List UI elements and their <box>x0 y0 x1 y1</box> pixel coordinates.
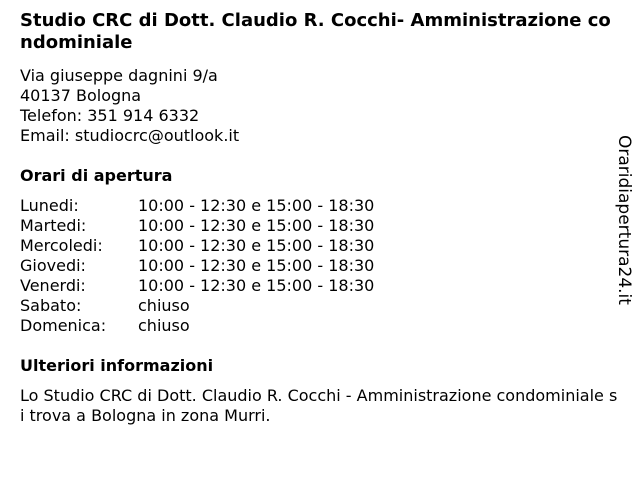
hours-row <box>20 316 374 336</box>
hours-time: chiuso <box>138 316 190 335</box>
address-email: Email: studiocrc@outlook.it <box>20 126 240 145</box>
hours-day: Lunedi: <box>20 196 79 215</box>
hours-day: Mercoledi: <box>20 236 103 255</box>
hours-day: Sabato: <box>20 296 82 315</box>
hours-day: Martedi: <box>20 216 87 235</box>
hours-row <box>20 296 374 316</box>
hours-day: Giovedi: <box>20 256 86 275</box>
hours-time: chiuso <box>138 296 190 315</box>
site-watermark: Oraridiapertura24.it <box>614 135 634 305</box>
hours-time: 10:00 - 12:30 e 15:00 - 18:30 <box>138 256 375 275</box>
hours-table <box>20 196 374 336</box>
address-city: 40137 Bologna <box>20 86 142 105</box>
hours-row <box>20 236 374 256</box>
hours-row <box>20 216 374 236</box>
hours-time: 10:00 - 12:30 e 15:00 - 18:30 <box>138 196 375 215</box>
hours-row <box>20 256 374 276</box>
hours-heading: Orari di apertura <box>20 166 173 185</box>
info-text: Lo Studio CRC di Dott. Claudio R. Cocchi - Amministrazione condominiale si trova a Bologna in zona Murri. <box>20 386 618 425</box>
address-block <box>20 66 620 146</box>
hours-time: 10:00 - 12:30 e 15:00 - 18:30 <box>138 216 375 235</box>
business-card <box>20 0 620 426</box>
info-heading: Ulteriori informazioni <box>20 356 214 375</box>
address-street: Via giuseppe dagnini 9/a <box>20 66 218 85</box>
hours-day: Domenica: <box>20 316 107 335</box>
hours-day: Venerdi: <box>20 276 86 295</box>
hours-row <box>20 196 374 216</box>
address-phone: Telefon: 351 914 6332 <box>20 106 200 125</box>
page-title: Studio CRC di Dott. Claudio R. Cocchi- Amministrazione condominiale <box>20 10 611 53</box>
hours-time: 10:00 - 12:30 e 15:00 - 18:30 <box>138 236 375 255</box>
hours-row <box>20 276 374 296</box>
hours-time: 10:00 - 12:30 e 15:00 - 18:30 <box>138 276 375 295</box>
